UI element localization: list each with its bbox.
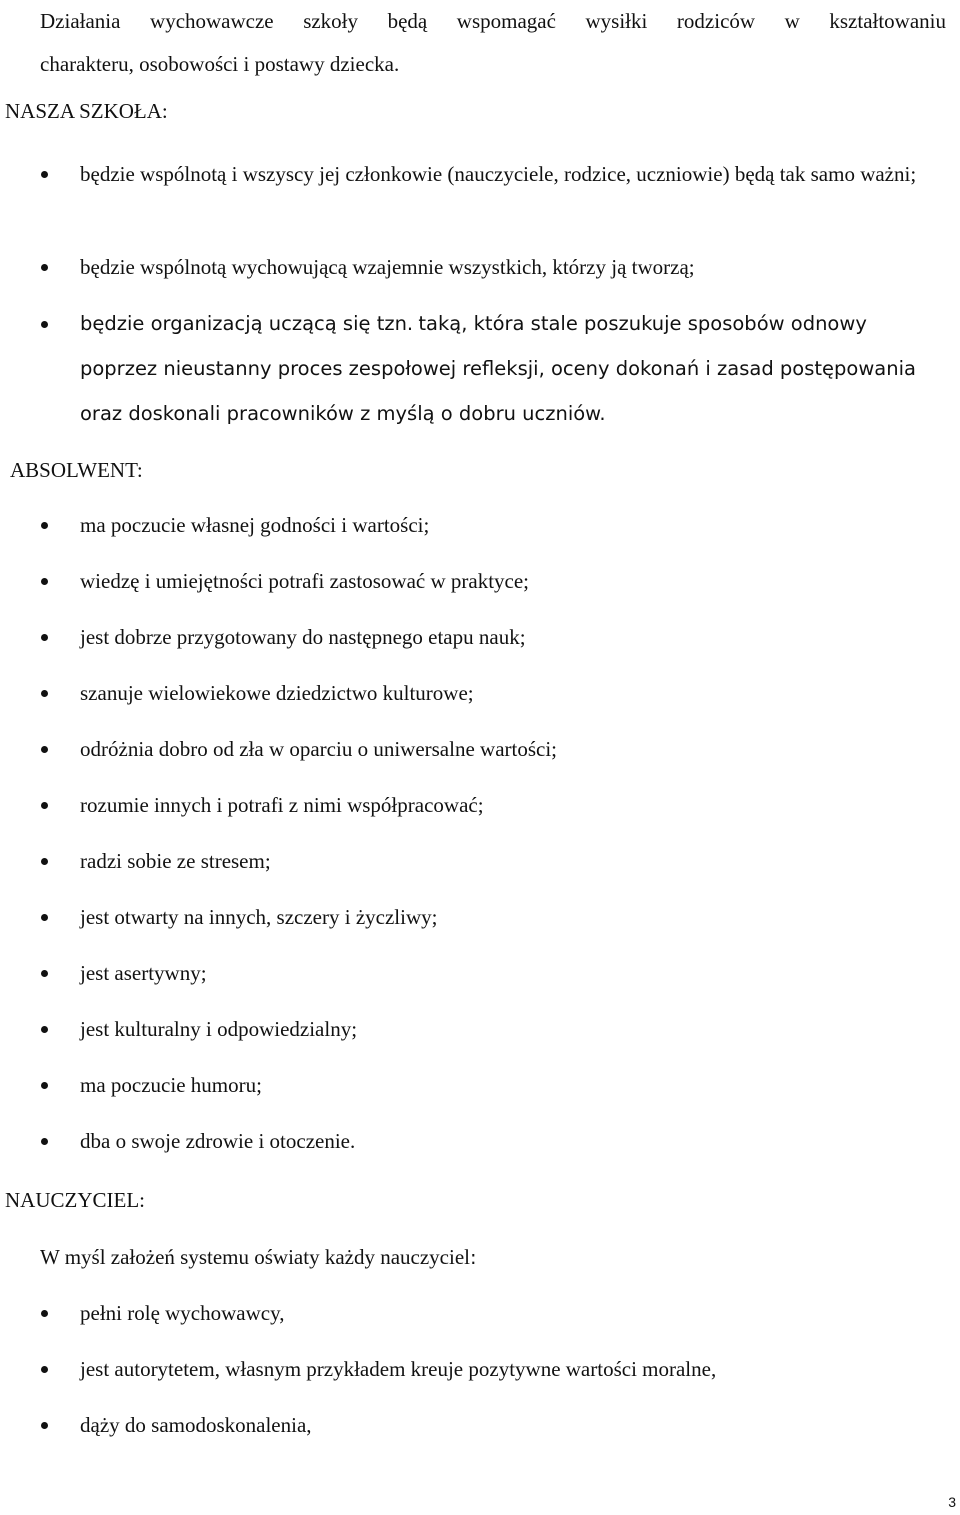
list-item: będzie wspólnotą wychowującą wzajemnie wszystkich, którzy ją tworzą;: [0, 252, 946, 282]
list-item: odróżnia dobro od zła w oparciu o uniwersalne wartości;: [0, 734, 946, 764]
bullet-icon: [41, 634, 48, 641]
bullet-icon: [41, 1026, 48, 1033]
bullet-icon: [41, 321, 48, 328]
list-item: jest asertywny;: [0, 958, 946, 988]
list-item: jest dobrze przygotowany do następnego etapu nauk;: [0, 622, 946, 652]
list-item: ma poczucie własnej godności i wartości;: [0, 510, 946, 540]
bullet-icon: [41, 1310, 48, 1317]
graduate-heading: ABSOLWENT:: [10, 458, 143, 482]
intro-paragraph: [40, 0, 946, 86]
list-item: dąży do samodoskonalenia,: [0, 1410, 946, 1440]
list-item: jest kulturalny i odpowiedzialny;: [0, 1014, 946, 1044]
page-number: 3: [948, 1494, 956, 1510]
list-item: szanuje wielowiekowe dziedzictwo kulturowe;: [0, 678, 946, 708]
bullet-icon: [41, 970, 48, 977]
bullet-icon: [41, 522, 48, 529]
bullet-icon: [41, 914, 48, 921]
list-item: będzie organizacją uczącą się tzn. taką, która stale poszukuje sposobów odnowy poprzez nieustanny proces zespołowej refleksji, oceny dokonań i zasad postępowania oraz doskonali pracowników z myślą o dobru uczniów.: [0, 309, 946, 436]
list-item: jest autorytetem, własnym przykładem kreuje pozytywne wartości moralne,: [0, 1354, 946, 1384]
list-item: dba o swoje zdrowie i otoczenie.: [0, 1126, 946, 1156]
bullet-icon: [41, 1082, 48, 1089]
list-item: radzi sobie ze stresem;: [0, 846, 946, 876]
bullet-icon: [41, 171, 48, 178]
bullet-icon: [41, 1422, 48, 1429]
bullet-icon: [41, 1138, 48, 1145]
bullet-icon: [41, 264, 48, 271]
list-item: wiedzę i umiejętności potrafi zastosować w praktyce;: [0, 566, 946, 596]
list-item: jest otwarty na innych, szczery i życzliwy;: [0, 902, 946, 932]
list-item: pełni rolę wychowawcy,: [0, 1298, 946, 1328]
bullet-icon: [41, 858, 48, 865]
intro-line-2: charakteru, osobowości i postawy dziecka.: [40, 52, 400, 76]
school-heading: NASZA SZKOŁA:: [5, 99, 168, 123]
teacher-intro: W myśl założeń systemu oświaty każdy nauczyciel:: [40, 1245, 477, 1269]
bullet-icon: [41, 690, 48, 697]
bullet-icon: [41, 802, 48, 809]
list-item: rozumie innych i potrafi z nimi współpracować;: [0, 790, 946, 820]
bullet-icon: [41, 746, 48, 753]
intro-line-1: Działania wychowawcze szkoły będą wspomagać wysiłki rodziców w kształtowaniu: [40, 9, 946, 33]
list-item: będzie wspólnotą i wszyscy jej członkowie (nauczyciele, rodzice, uczniowie) będą tak samo ważni;: [0, 152, 946, 197]
teacher-heading: NAUCZYCIEL:: [5, 1188, 145, 1212]
list-item: ma poczucie humoru;: [0, 1070, 946, 1100]
bullet-icon: [41, 1366, 48, 1373]
bullet-icon: [41, 578, 48, 585]
